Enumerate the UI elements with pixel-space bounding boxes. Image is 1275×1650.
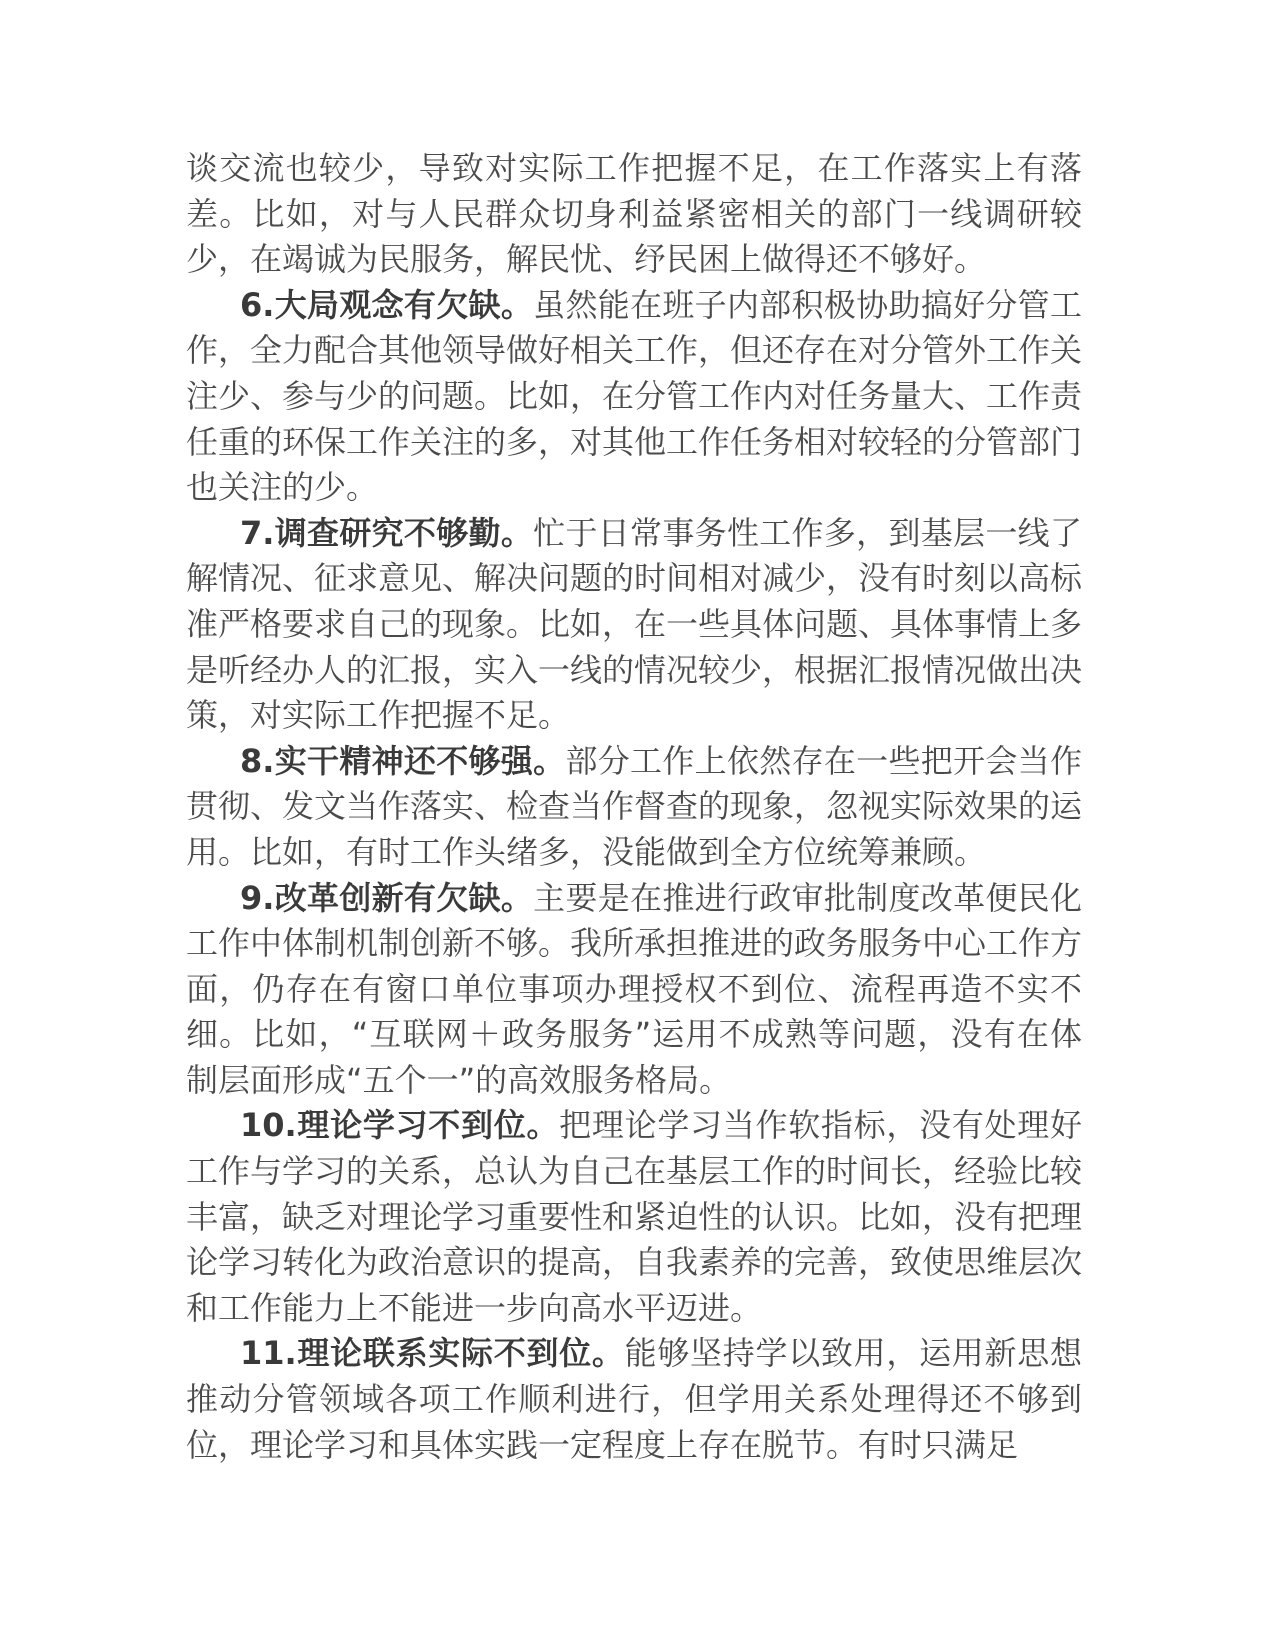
paragraph-item-10 (186, 1103, 1082, 1331)
paragraph-heading: 11.理论联系实际不到位。 (240, 1334, 625, 1373)
paragraph-heading: 7.调查研究不够勤。 (240, 513, 534, 552)
document-page (186, 146, 1082, 1468)
paragraph-heading: 9.改革创新有欠缺。 (240, 878, 534, 917)
paragraph-body: 部分工作上依然存在一些把开会当作贯彻、发文当作落实、检查当作督查的现象，忽视实际效果的运用。比如，有时工作头绪多，没能做到全方位统筹兼顾。 (186, 741, 1083, 871)
paragraph-item-6 (186, 283, 1082, 511)
paragraph-continuation (186, 146, 1082, 283)
paragraph-heading: 10.理论学习不到位。 (240, 1106, 560, 1145)
paragraph-body: 虽然能在班子内部积极协助搞好分管工作，全力配合其他领导做好相关工作，但还存在对分管外工作关注少、参与少的问题。比如，在分管工作内对任务量大、工作责任重的环保工作关注的多，对其他工作任务相对较轻的分管部门也关注的少。 (186, 285, 1083, 507)
paragraph-body: 主要是在推进行政审批制度改革便民化工作中体制机制创新不够。我所承担推进的政务服务中心工作方面，仍存在有窗口单位事项办理授权不到位、流程再造不实不细。比如，“互联网＋政务服务”运用不成熟等问题，没有在体制层面形成“五个一”的高效服务格局。 (186, 878, 1083, 1099)
paragraph-item-9 (186, 876, 1082, 1104)
paragraph-item-8 (186, 739, 1082, 876)
paragraph-body: 忙于日常事务性工作多，到基层一线了解情况、征求意见、解决问题的时间相对减少，没有时刻以高标准严格要求自己的现象。比如，在一些具体问题、具体事情上多是听经办人的汇报，实入一线的情况较少，根据汇报情况做出决策，对实际工作把握不足。 (186, 513, 1083, 735)
paragraph-body: 谈交流也较少，导致对实际工作把握不足，在工作落实上有落差。比如，对与人民群众切身利益紧密相关的部门一线调研较少，在竭诚为民服务，解民忧、纾民困上做得还不够好。 (186, 149, 1082, 279)
paragraph-heading: 8.实干精神还不够强。 (240, 741, 566, 780)
paragraph-item-11 (186, 1331, 1082, 1468)
paragraph-heading: 6.大局观念有欠缺。 (240, 285, 534, 324)
paragraph-body: 把理论学习当作软指标，没有处理好工作与学习的关系，总认为自己在基层工作的时间长，经验比较丰富，缺乏对理论学习重要性和紧迫性的认识。比如，没有把理论学习转化为政治意识的提高，自我素养的完善，致使思维层次和工作能力上不能进一步向高水平迈进。 (186, 1106, 1083, 1327)
paragraph-body: 能够坚持学以致用，运用新思想推动分管领域各项工作顺利进行，但学用关系处理得还不够到位，理论学习和具体实践一定程度上存在脱节。有时只满足 (186, 1334, 1082, 1464)
paragraph-item-7 (186, 511, 1082, 739)
